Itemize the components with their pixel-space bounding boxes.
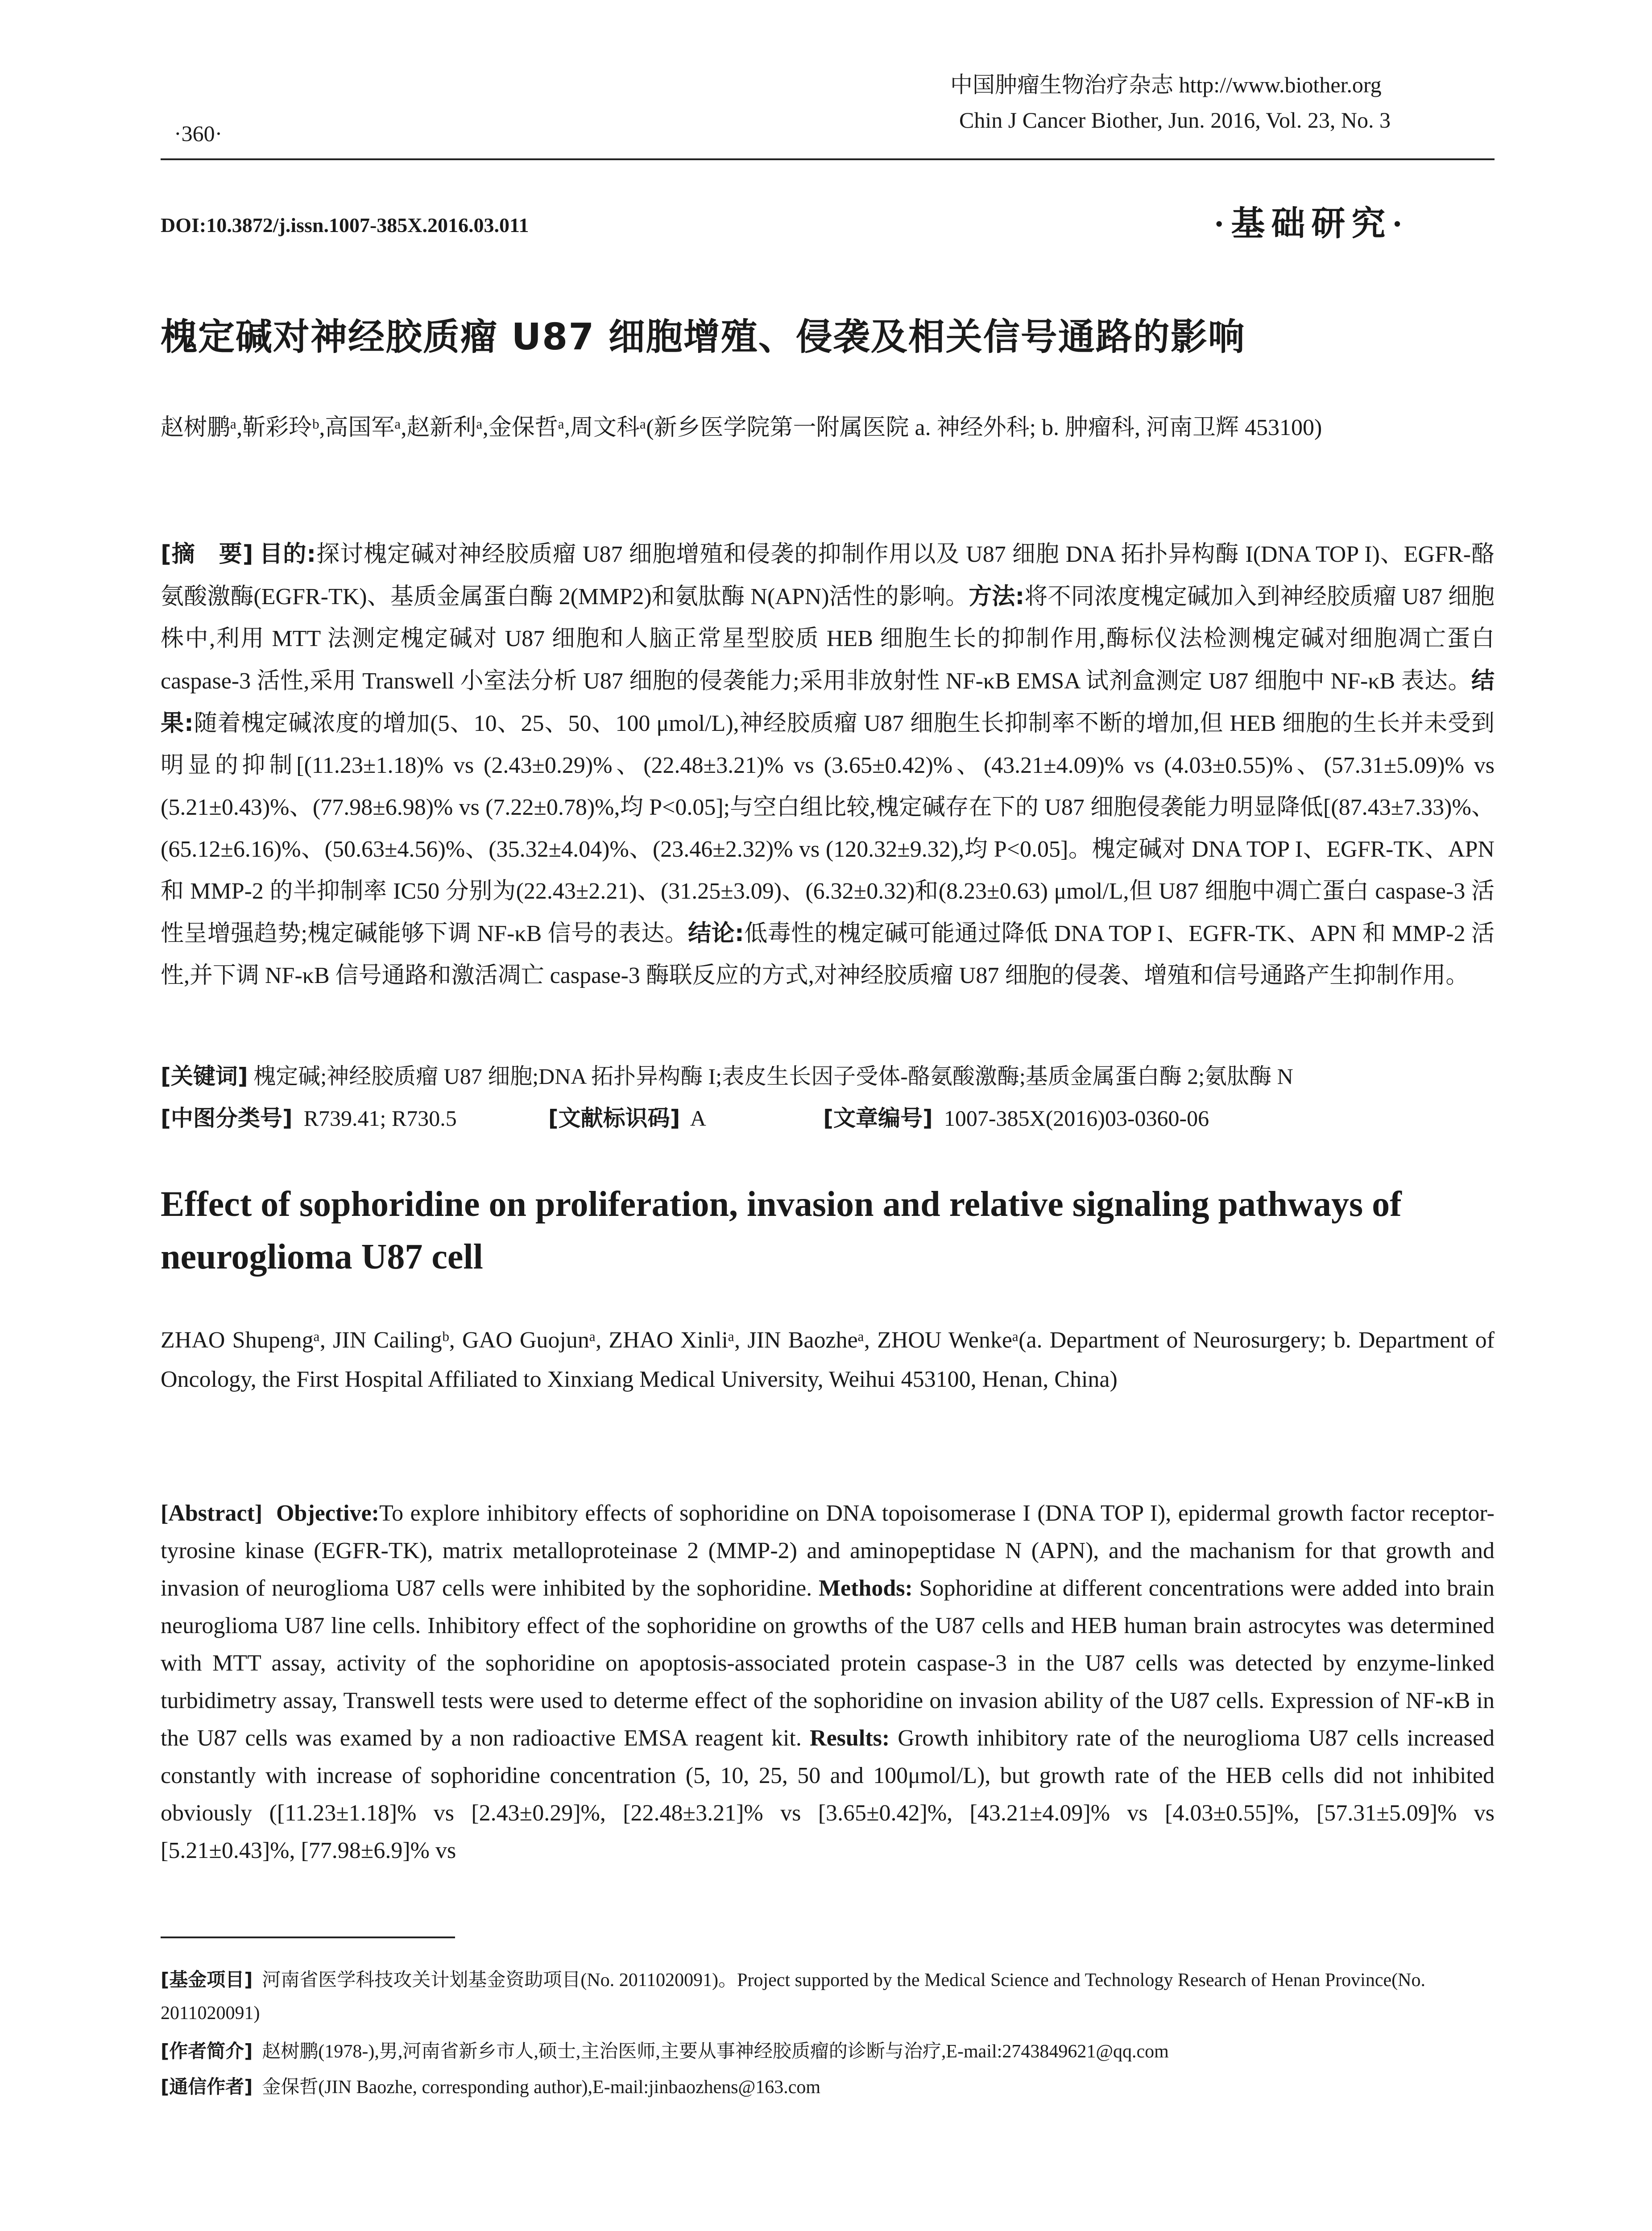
authors-en: ZHAO Shupengᵃ, JIN Cailingᵇ, GAO Guojunᵃ, ZHAO Xinliᵃ, JIN Baozheᵃ, ZHOU Wenkeᵃ(a. Department of Neurosurgery; b. Department of Oncology, the First Hospital Affiliated to Xinxiang Medical University, Weihui 453100, Henan, China) [161, 1327, 1495, 1392]
footnote-fund [161, 1963, 1495, 2030]
corresponding-label: [通信作者] [161, 2076, 253, 2098]
fund-label: [基金项目] [161, 1969, 253, 1990]
objective-label-en: Objective: [276, 1501, 379, 1526]
keywords-text: 槐定碱;神经胶质瘤 U87 细胞;DNA 拓扑异构酶 I;表皮生长因子受体-酪氨酸激酶;基质金属蛋白酶 2;氨肽酶 N [253, 1064, 1293, 1089]
column-label: ·基础研究· [1213, 205, 1409, 243]
footnote-corresponding [161, 2070, 1495, 2104]
methods-label-cn: 方法: [969, 583, 1025, 610]
footnote-author [161, 2035, 1495, 2068]
results-label-en: Results: [810, 1725, 890, 1751]
objective-cn: 探讨槐定碱对神经胶质瘤 U87 细胞增殖和侵袭的抑制作用以及 U87 细胞 DNA 拓扑异构酶 I(DNA TOP I)、EGFR-酪氨酸激酶(EGFR-TK)、基质金属蛋白酶 2(MMP2)和氨肽酶 N(APN)活性的影响。 [161, 542, 1495, 610]
journal-issue-en: Chin J Cancer Biother, Jun. 2016, Vol. 23, No. 3 [959, 108, 1391, 133]
abstract-cn [161, 533, 1495, 997]
author-bio-text: 赵树鹏(1978-),男,河南省新乡市人,硕士,主治医师,主要从事神经胶质瘤的诊断与治疗,E-mail:2743849621@qq.com [262, 2041, 1169, 2062]
results-en: Growth inhibitory rate of the neuroglioma U87 cells increased constantly with increase of sophoridine concentration (5, 10, 25, 50 and 100μmol/L), but growth rate of the HEB cells did not inhibited obviously ([11.23±1.18]% vs [2.43±0.29]%, [22.48±3.21]% vs [3.65±0.42]%, [43.21±4.09]% vs [4.03±0.55]%, [57.31±5.09]% vs [5.21±0.43]%, [77.98±6.9]% vs [161, 1725, 1495, 1863]
keywords [161, 1055, 1495, 1097]
doi: DOI:10.3872/j.issn.1007-385X.2016.03.011 [161, 214, 529, 236]
keywords-label: [关键词] [161, 1063, 248, 1089]
clc-value: R739.41; R730.5 [303, 1106, 457, 1131]
header-divider [161, 158, 1495, 160]
article-title-cn: 槐定碱对神经胶质瘤 U87 细胞增殖、侵袭及相关信号通路的影响 [161, 316, 1246, 358]
fund-text: 河南省医学科技攻关计划基金资助项目(No. 2011020091)。Project supported by the Medical Science and Technology Research of Henan Province(No. 2011020091) [161, 1970, 1425, 2024]
methods-label-en: Methods: [818, 1576, 913, 1601]
abstract-cn-label: [摘 要] [161, 541, 253, 568]
conclusion-label-cn: 结论: [688, 920, 744, 947]
methods-cn: 将不同浓度槐定碱加入到神经胶质瘤 U87 细胞株中,利用 MTT 法测定槐定碱对 U87 细胞和人脑正常星型胶质 HEB 细胞生长的抑制作用,酶标仪法检测槐定碱对细胞凋亡蛋白 caspase-3 活性,采用 Transwell 小室法分析 U87 细胞的侵袭能力;采用非放射性 NF-κB EMSA 试剂盒测定 U87 细胞中 NF-κB 表达。 [161, 584, 1495, 694]
author-bio-label: [作者简介] [161, 2040, 253, 2062]
objective-label-cn: 目的: [259, 541, 316, 568]
article-title-en: Effect of sophoridine on proliferation, invasion and relative signaling pathways of neuroglioma U87 cell [161, 1185, 1402, 1277]
article-number-label: [文章编号] [823, 1105, 933, 1131]
classification [161, 1097, 1209, 1139]
results-label-cn: 结果: [161, 668, 1495, 737]
page-number: ·360· [174, 121, 223, 146]
authors-cn: 赵树鹏ᵃ,靳彩玲ᵇ,高国军ᵃ,赵新利ᵃ,金保哲ᵃ,周文科ᵃ(新乡医学院第一附属医院 a. 神经外科; b. 肿瘤科, 河南卫辉 453100) [161, 415, 1322, 440]
doc-code-label: [文献标识码] [548, 1105, 680, 1131]
conclusion-cn: 低毒性的槐定碱可能通过降低 DNA TOP I、EGFR-TK、APN 和 MMP-2 活性,并下调 NF-κB 信号通路和激活凋亡 caspase-3 酶联反应的方式,对神经胶质瘤 U87 细胞的侵袭、增殖和信号通路产生抑制作用。 [161, 921, 1495, 988]
objective-en: To explore inhibitory effects of sophoridine on DNA topoisomerase I (DNA TOP I), epidermal growth factor receptor-tyrosine kinase (EGFR-TK), matrix metalloproteinase 2 (MMP-2) and aminopeptidase N (APN), and the machanism for that growth and invasion of neuroglioma U87 cells were inhibited by the sophoridine. [161, 1501, 1495, 1601]
abstract-en [161, 1495, 1495, 1870]
corresponding-text: 金保哲(JIN Baozhe, corresponding author),E-mail:jinbaozhens@163.com [262, 2077, 821, 2098]
doc-code-value: A [690, 1106, 705, 1131]
clc-label: [中图分类号] [161, 1105, 293, 1131]
results-cn: 随着槐定碱浓度的增加(5、10、25、50、100 μmol/L),神经胶质瘤 U87 细胞生长抑制率不断的增加,但 HEB 细胞的生长并未受到明显的抑制[(11.23±1.18)% vs (2.43±0.29)%、(22.48±3.21)% vs (3.65±0.42)%、(43.21±4.09)% vs (4.03±0.55)%、(57.31±5.09)% vs (5.21±0.43)%、(77.98±6.98)% vs (7.22±0.78)%,均 P<0.05];与空白组比较,槐定碱存在下的 U87 细胞侵袭能力明显降低[(87.43±7.33)%、(65.12±6.16)%、(50.63±4.56)%、(35.32±4.04)%、(23.46±2.32)% vs (120.32±9.32),均 P<0.05]。槐定碱对 DNA TOP I、EGFR-TK、APN 和 MMP-2 的半抑制率 IC50 分别为(22.43±2.21)、(31.25±3.09)、(6.32±0.32)和(8.23±0.63) μmol/L,但 U87 细胞中凋亡蛋白 caspase-3 活性呈增强趋势;槐定碱能够下调 NF-κB 信号的表达。 [161, 711, 1495, 946]
methods-en: Sophoridine at different concentrations were added into brain neuroglioma U87 line cells. Inhibitory effect of the sophoridine on growths of the U87 cells and HEB human brain astrocytes was determined with MTT assay, activity of the sophoridine on apoptosis-associated protein caspase-3 in the U87 cells was detected by enzyme-linked turbidimetry assay, Transwell tests were used to determe effect of the sophoridine on invasion ability of the U87 cells. Expression of NF-κB in the U87 cells was examed by a non radioactive EMSA reagent kit. [161, 1576, 1495, 1751]
journal-name-cn: 中国肿瘤生物治疗杂志 http://www.biother.org [950, 72, 1382, 97]
article-number-value: 1007-385X(2016)03-0360-06 [944, 1106, 1209, 1131]
footnote-divider [161, 1937, 455, 1938]
abstract-en-label: [Abstract] [161, 1501, 263, 1526]
